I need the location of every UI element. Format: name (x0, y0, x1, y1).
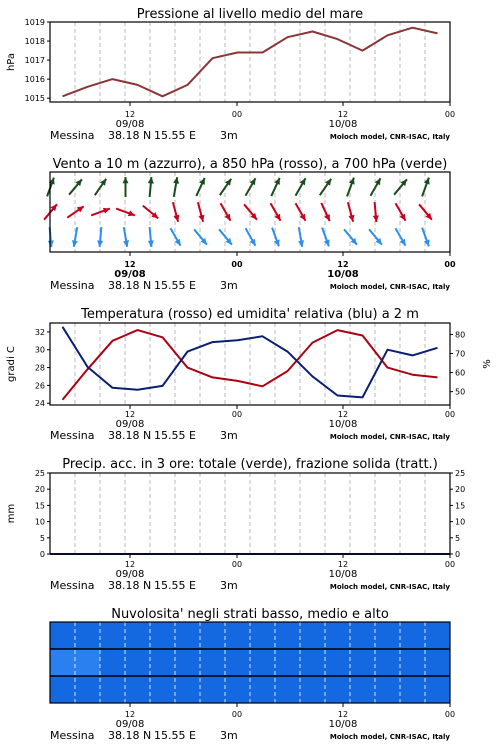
cloud-cell (50, 622, 75, 649)
cloud-cell (250, 622, 275, 649)
cloud-cell (325, 622, 350, 649)
station-altitude: 3m (220, 579, 238, 592)
y-tick-label: 25 (34, 469, 45, 478)
y-axis-label: mm (6, 503, 17, 524)
y2-axis-label: % (482, 359, 493, 369)
y-tick-label: 1019 (24, 18, 45, 27)
model-credit: Moloch model, CNR-ISAC, Italy (329, 733, 450, 741)
model-credit: Moloch model, CNR-ISAC, Italy (329, 433, 450, 441)
x-tick-label: 12 (124, 560, 136, 569)
station-name: Messina (50, 429, 95, 442)
cloud-cell (200, 622, 225, 649)
x-tick-label: 00 (444, 260, 456, 269)
cloud-cell (225, 649, 250, 676)
x-date-label: 09/08 (115, 719, 145, 730)
cloud-cell (425, 676, 450, 703)
cloud-cell (100, 649, 125, 676)
cloud-cell (225, 622, 250, 649)
cloud-cell (75, 622, 100, 649)
cloud-cell (350, 622, 375, 649)
station-lon: 15.55 E (154, 429, 196, 442)
y-tick-label: 1017 (24, 56, 45, 66)
x-tick-label: 00 (231, 260, 243, 269)
model-credit: Moloch model, CNR-ISAC, Italy (329, 133, 450, 141)
cloud-cell (75, 676, 100, 703)
cloud-cell (375, 649, 400, 676)
x-tick-label: 00 (444, 110, 456, 119)
x-date-label: 09/08 (115, 119, 145, 130)
y-tick-label: 26 (34, 381, 45, 391)
x-tick-label: 00 (444, 560, 456, 569)
y2-tick-label: 20 (455, 485, 466, 495)
y-tick-label: 20 (34, 485, 45, 495)
station-altitude: 3m (220, 729, 238, 742)
y-tick-label: 1015 (24, 94, 45, 104)
cloud-cell (400, 676, 425, 703)
model-credit: Moloch model, CNR-ISAC, Italy (329, 583, 450, 591)
y2-tick-label: 0 (455, 550, 461, 559)
x-date-label: 09/08 (114, 269, 146, 280)
x-tick-label: 12 (124, 710, 136, 719)
y2-tick-label: 25 (455, 469, 466, 478)
y-tick-label: 5 (39, 533, 45, 543)
station-lon: 15.55 E (154, 129, 196, 142)
cloud-cell (250, 676, 275, 703)
x-date-label: 09/08 (115, 569, 145, 580)
x-tick-label: 00 (444, 410, 456, 419)
x-tick-label: 12 (337, 110, 349, 119)
cloud-cell (425, 649, 450, 676)
station-lat: 38.18 N (108, 279, 152, 292)
x-date-label: 09/08 (115, 419, 145, 430)
y-tick-label: 10 (34, 517, 45, 527)
y-tick-label: 24 (34, 399, 45, 409)
x-tick-label: 12 (124, 260, 136, 269)
y2-tick-label: 50 (455, 387, 466, 397)
x-date-label: 10/08 (328, 419, 358, 430)
cloud-cell (150, 676, 175, 703)
y-tick-label: 1016 (24, 75, 45, 85)
y2-tick-label: 60 (455, 368, 466, 378)
x-tick-label: 00 (231, 710, 243, 719)
x-tick-label: 12 (337, 560, 349, 569)
cloud-cell (250, 649, 275, 676)
cloud-cell (75, 649, 100, 676)
station-lon: 15.55 E (154, 279, 196, 292)
y-tick-label: 15 (34, 501, 45, 511)
x-tick-label: 00 (231, 410, 243, 419)
chart-title: Vento a 10 m (azzurro), a 850 hPa (rosso), a 700 hPa (verde) (52, 157, 448, 172)
chart-title: Temperatura (rosso) ed umidita' relativa (blu) a 2 m (81, 307, 419, 322)
station-name: Messina (50, 279, 95, 292)
x-date-label: 10/08 (328, 569, 358, 580)
x-date-label: 10/08 (328, 119, 358, 130)
y2-tick-label: 5 (455, 533, 461, 543)
chart-title: Nuvolosita' negli strati basso, medio e alto (111, 607, 389, 622)
x-tick-label: 00 (444, 710, 456, 719)
station-altitude: 3m (220, 279, 238, 292)
station-name: Messina (50, 729, 95, 742)
y-tick-label: 32 (34, 327, 45, 337)
cloud-cell (150, 649, 175, 676)
x-tick-label: 12 (124, 410, 136, 419)
station-lat: 38.18 N (108, 129, 152, 142)
cloud-cell (325, 649, 350, 676)
cloud-cell (50, 676, 75, 703)
x-tick-label: 12 (124, 110, 136, 119)
station-name: Messina (50, 579, 95, 592)
cloud-cell (175, 622, 200, 649)
station-altitude: 3m (220, 429, 238, 442)
cloud-cell (100, 676, 125, 703)
cloud-cell (325, 676, 350, 703)
station-name: Messina (50, 129, 95, 142)
station-lat: 38.18 N (108, 429, 152, 442)
station-altitude: 3m (220, 129, 238, 142)
cloud-cell (175, 649, 200, 676)
x-tick-label: 00 (231, 560, 243, 569)
cloud-cell (350, 676, 375, 703)
cloud-cell (375, 676, 400, 703)
cloud-cell (175, 676, 200, 703)
y-tick-label: 28 (34, 363, 45, 373)
y-tick-label: 30 (34, 345, 45, 355)
station-lon: 15.55 E (154, 729, 196, 742)
cloud-cell (300, 676, 325, 703)
cloud-cell (225, 676, 250, 703)
cloud-cell (350, 649, 375, 676)
cloud-cell (400, 649, 425, 676)
cloud-cell (50, 649, 75, 676)
cloud-cell (275, 622, 300, 649)
y2-tick-label: 70 (455, 349, 466, 359)
chart-title: Pressione al livello medio del mare (136, 7, 364, 22)
x-tick-label: 00 (231, 110, 243, 119)
cloud-cell (125, 649, 150, 676)
station-lat: 38.18 N (108, 729, 152, 742)
station-lat: 38.18 N (108, 579, 152, 592)
chart-title: Precip. acc. in 3 ore: totale (verde), frazione solida (tratt.) (62, 457, 438, 472)
station-lon: 15.55 E (154, 579, 196, 592)
cloud-cell (200, 676, 225, 703)
cloud-cell (425, 622, 450, 649)
cloud-cell (150, 622, 175, 649)
cloud-cell (375, 622, 400, 649)
x-date-label: 10/08 (327, 269, 359, 280)
y-axis-label: gradi C (6, 346, 17, 382)
x-tick-label: 12 (337, 410, 349, 419)
cloud-cell (100, 622, 125, 649)
cloud-cell (400, 622, 425, 649)
cloud-cell (200, 649, 225, 676)
cloud-cell (125, 622, 150, 649)
cloud-cell (125, 676, 150, 703)
cloud-cell (275, 676, 300, 703)
x-tick-label: 12 (337, 260, 349, 269)
x-tick-label: 12 (337, 710, 349, 719)
y2-tick-label: 15 (455, 501, 466, 511)
x-date-label: 10/08 (328, 719, 358, 730)
model-credit: Moloch model, CNR-ISAC, Italy (329, 283, 450, 291)
cloud-cell (275, 649, 300, 676)
y2-tick-label: 10 (455, 517, 466, 527)
cloud-cell (300, 649, 325, 676)
y-axis-label: hPa (6, 52, 17, 72)
y-tick-label: 0 (39, 550, 45, 559)
y2-tick-label: 80 (455, 330, 466, 340)
cloud-cell (300, 622, 325, 649)
y-tick-label: 1018 (24, 37, 45, 47)
